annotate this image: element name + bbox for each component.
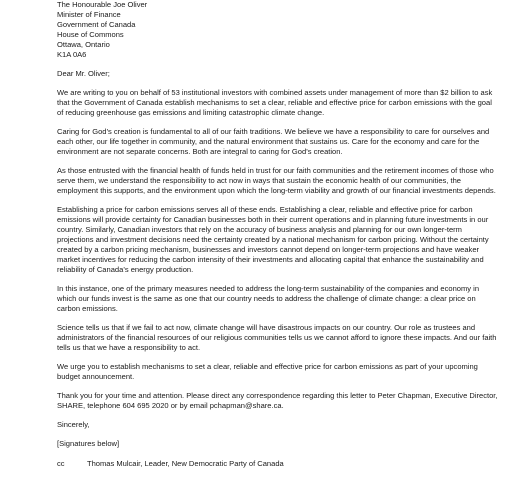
paragraph-sustainability: In this instance, one of the primary measures needed to address the long-term sustainability of the companies and economy in which our funds invest is the same as one that our country needs to address the challenge of climate change: a clear price on carbon emissions. — [57, 284, 480, 313]
recipient-address — [57, 0, 499, 60]
salutation: Dear Mr. Oliver; — [57, 69, 110, 78]
paragraph-science: Science tells us that if we fail to act now, climate change will have disastrous impacts on our country. Our role as trustees and administrators of the financial resources of our religious communities tells us we cannot afford to ignore these impacts. And our faith tells us that we have a responsibility to act. — [57, 323, 497, 352]
cc-entry: Thomas Mulcair, Leader, New Democratic Party of Canada — [87, 459, 284, 468]
paragraph-certainty: Establishing a price for carbon emissions serves all of these ends. Establishing a clear, reliable and effective price for carbon emissions will provide certainty for Canadian businesses both in their current operations and in planning future investments in our country. Similarly, Canadian investors that rely on the accuracy of business analysis and planning for our own longer-term projections and investment decisions need the certainty created by a national mechanism for carbon pricing. Without the certainty created by a carbon pricing mechanism, businesses and investors cannot depend on longer-term projections and have weaker market incentives for reducing the carbon intensity of their investments and allocating capital that enhance the sustainability and reliability of Canada’s energy production. — [57, 205, 489, 274]
paragraph-faith: Caring for God’s creation is fundamental to all of our faith traditions. We believe we have a responsibility to care for ourselves and each other, our life together in community, and the natural environment that sustains us. Care for the economy and care for the environment are not separate concerns. Both are integral to caring for God’s creation. — [57, 127, 490, 156]
paragraph-thanks: Thank you for your time and attention. Please direct any correspondence regarding this letter to Peter Chapman, Executive Director, SHARE, telephone 604 695 2020 or by email pchapman@share.ca. — [57, 391, 498, 410]
address-city: Ottawa, Ontario — [57, 40, 110, 49]
signoff: Sincerely, — [57, 420, 90, 429]
letter-page — [57, 0, 499, 469]
address-title: Minister of Finance — [57, 10, 121, 19]
paragraph-stewardship: As those entrusted with the financial health of funds held in trust for our faith communities and the retirement incomes of those who serve them, we understand the responsibility to act now in ways that sustain the economic health of our communities, the employment this supports, and the environment upon which the long-term viability and growth of our financial investments depends. — [57, 166, 496, 195]
address-organization: Government of Canada — [57, 20, 136, 29]
paragraph-intro: We are writing to you on behalf of 53 institutional investors with combined assets under management of more than $2 billion to ask that the Government of Canada establish mechanisms to set a clear, reliable and effective price for carbon emissions with the goal of reducing greenhouse gas emissions and limiting catastrophic climate change. — [57, 88, 493, 117]
signatures-note: [Signatures below] — [57, 439, 120, 448]
paragraph-urge: We urge you to establish mechanisms to set a clear, reliable and effective price for carbon emissions as part of your upcoming budget announcement. — [57, 362, 478, 381]
cc-line — [57, 459, 499, 469]
address-building: House of Commons — [57, 30, 124, 39]
cc-label: cc — [57, 459, 65, 468]
address-postal-code: K1A 0A6 — [57, 50, 87, 59]
address-name: The Honourable Joe Oliver — [57, 0, 148, 9]
